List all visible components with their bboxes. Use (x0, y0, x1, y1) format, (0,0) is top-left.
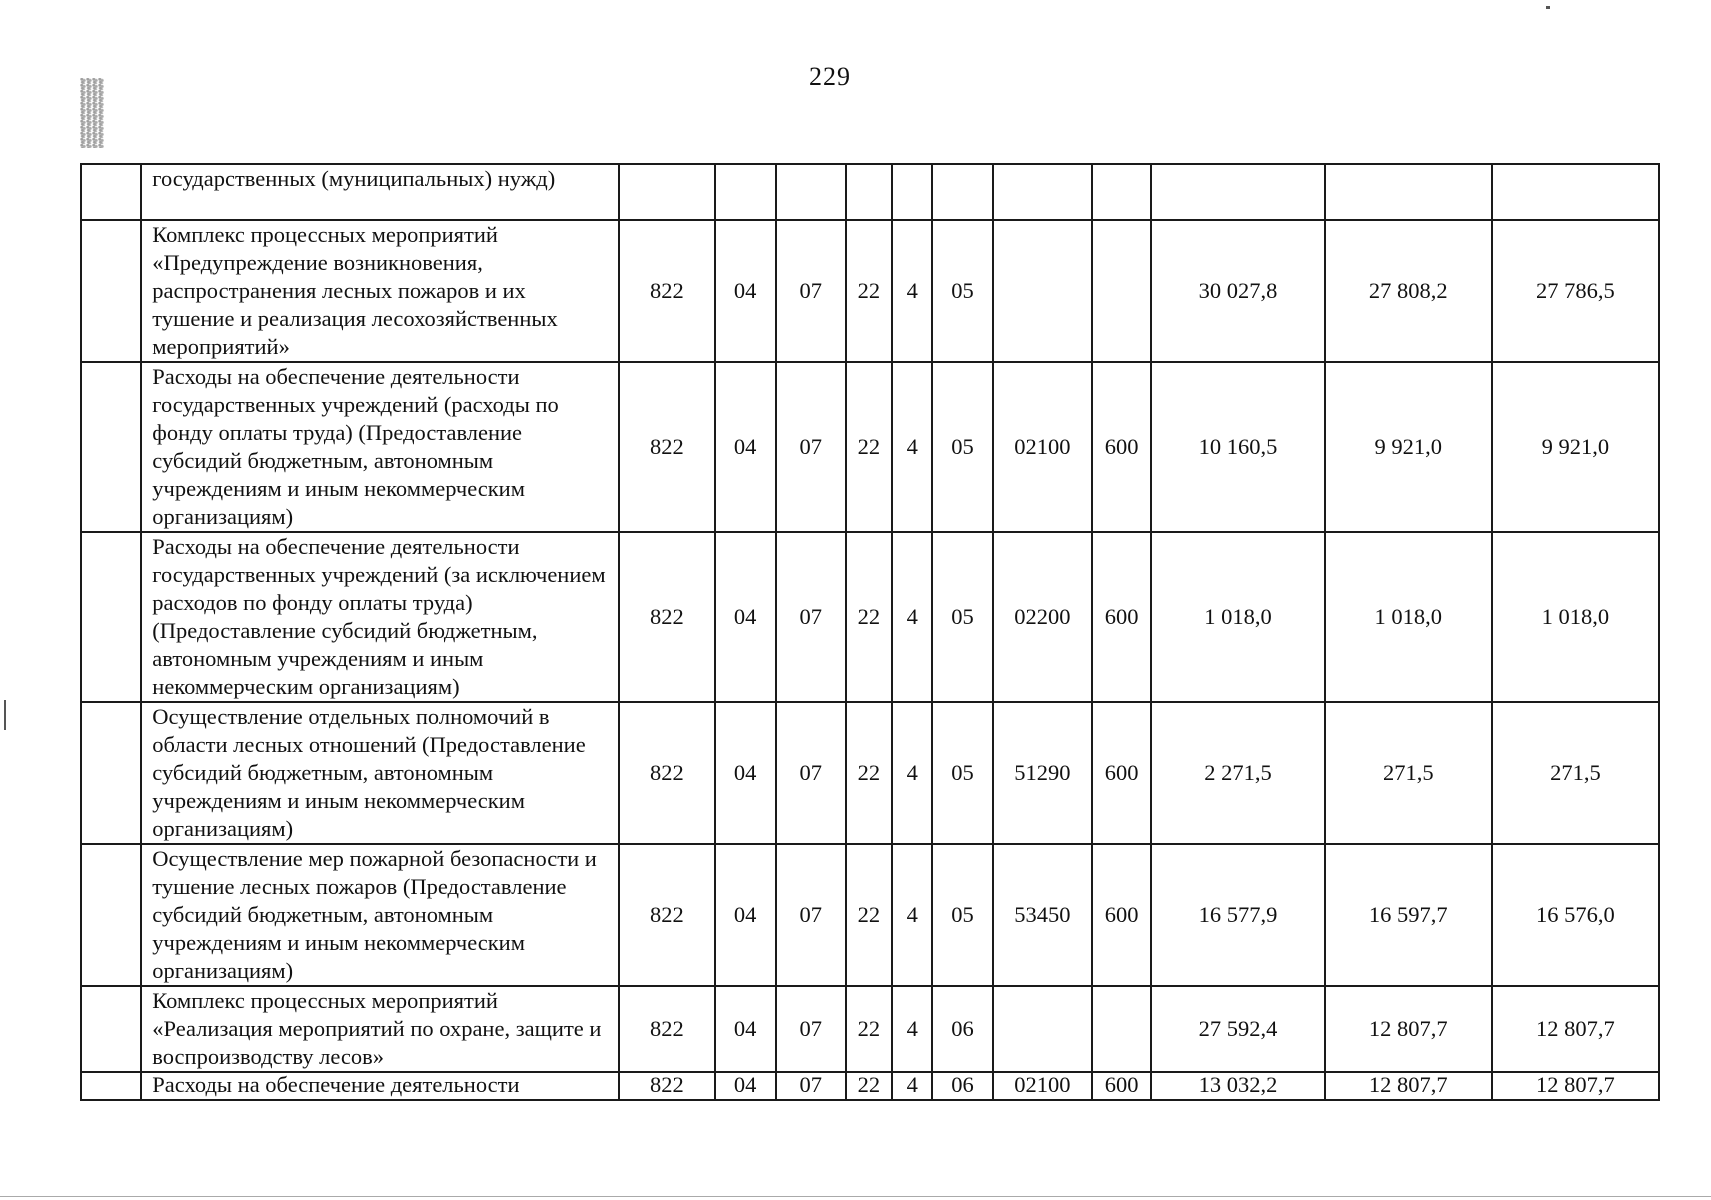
section-code-cell: 04 (715, 844, 776, 986)
amount-year3-cell: 1 018,0 (1492, 532, 1659, 702)
row-number-cell (81, 362, 141, 532)
table-row (81, 702, 1659, 844)
expense-type-code-cell: 600 (1092, 702, 1151, 844)
row-number-cell (81, 702, 141, 844)
amount-year2-cell: 9 921,0 (1325, 362, 1492, 532)
table-row (81, 1072, 1659, 1100)
table-row (81, 220, 1659, 362)
amount-year1-cell: 2 271,5 (1151, 702, 1324, 844)
direction-code-cell: 02100 (993, 1072, 1092, 1100)
direction-code-cell: 02200 (993, 532, 1092, 702)
subsection-code-cell: 07 (776, 220, 846, 362)
direction-code-cell (993, 986, 1092, 1072)
admin-code-cell: 822 (619, 532, 714, 702)
program-type-code-cell: 4 (892, 844, 932, 986)
program-type-code-cell: 4 (892, 1072, 932, 1100)
element-code-cell (932, 164, 992, 220)
direction-code-cell: 51290 (993, 702, 1092, 844)
amount-year1-cell: 13 032,2 (1151, 1072, 1324, 1100)
program-type-code-cell: 4 (892, 532, 932, 702)
amount-year1-cell: 16 577,9 (1151, 844, 1324, 986)
subsection-code-cell (776, 164, 846, 220)
element-code-cell: 05 (932, 532, 992, 702)
subsection-code-cell: 07 (776, 844, 846, 986)
section-code-cell: 04 (715, 986, 776, 1072)
expense-name-cell: Расходы на обеспечение деятельности (141, 1072, 619, 1100)
table-row (81, 532, 1659, 702)
amount-year3-cell: 27 786,5 (1492, 220, 1659, 362)
expense-type-code-cell (1092, 164, 1151, 220)
amount-year1-cell: 10 160,5 (1151, 362, 1324, 532)
admin-code-cell: 822 (619, 220, 714, 362)
amount-year1-cell: 1 018,0 (1151, 532, 1324, 702)
admin-code-cell: 822 (619, 844, 714, 986)
scan-artifact (1546, 6, 1550, 9)
amount-year3-cell: 16 576,0 (1492, 844, 1659, 986)
program-code-cell: 22 (846, 532, 893, 702)
element-code-cell: 05 (932, 362, 992, 532)
expense-name-cell: Осуществление мер пожарной безопасности и тушение лесных пожаров (Предоставление субсидий бюджетным, автономным учреждениям и иным некоммерческим организациям) (141, 844, 619, 986)
expense-name-cell: государственных (муниципальных) нужд) (141, 164, 619, 220)
expense-name-cell: Комплекс процессных мероприятий «Предупреждение возникновения, распространения лесных пожаров и их тушение и реализация лесохозяйственных мероприятий» (141, 220, 619, 362)
section-code-cell: 04 (715, 702, 776, 844)
amount-year3-cell: 9 921,0 (1492, 362, 1659, 532)
program-type-code-cell: 4 (892, 986, 932, 1072)
admin-code-cell: 822 (619, 702, 714, 844)
program-code-cell: 22 (846, 844, 893, 986)
expense-name-cell: Расходы на обеспечение деятельности государственных учреждений (расходы по фонду оплаты труда) (Предоставление субсидий бюджетным, автономным учреждениям и иным некоммерческим организациям) (141, 362, 619, 532)
section-code-cell: 04 (715, 362, 776, 532)
expense-type-code-cell (1092, 986, 1151, 1072)
amount-year3-cell: 271,5 (1492, 702, 1659, 844)
program-code-cell: 22 (846, 986, 893, 1072)
row-number-cell (81, 844, 141, 986)
program-type-code-cell: 4 (892, 220, 932, 362)
page-bottom-edge (0, 1196, 1711, 1197)
table-row (81, 986, 1659, 1072)
amount-year3-cell (1492, 164, 1659, 220)
amount-year2-cell: 12 807,7 (1325, 986, 1492, 1072)
row-number-cell (81, 1072, 141, 1100)
amount-year1-cell: 27 592,4 (1151, 986, 1324, 1072)
subsection-code-cell: 07 (776, 362, 846, 532)
subsection-code-cell: 07 (776, 986, 846, 1072)
table-row (81, 362, 1659, 532)
table-row (81, 164, 1659, 220)
element-code-cell: 05 (932, 702, 992, 844)
expense-type-code-cell: 600 (1092, 844, 1151, 986)
admin-code-cell: 822 (619, 986, 714, 1072)
amount-year3-cell: 12 807,7 (1492, 1072, 1659, 1100)
row-number-cell (81, 164, 141, 220)
row-number-cell (81, 220, 141, 362)
amount-year2-cell: 27 808,2 (1325, 220, 1492, 362)
program-code-cell: 22 (846, 362, 893, 532)
expense-type-code-cell: 600 (1092, 532, 1151, 702)
amount-year2-cell: 1 018,0 (1325, 532, 1492, 702)
element-code-cell: 05 (932, 844, 992, 986)
budget-allocation-table (80, 163, 1660, 1101)
program-code-cell: 22 (846, 1072, 893, 1100)
amount-year2-cell: 12 807,7 (1325, 1072, 1492, 1100)
table-row (81, 844, 1659, 986)
expense-type-code-cell (1092, 220, 1151, 362)
program-type-code-cell (892, 164, 932, 220)
amount-year2-cell: 271,5 (1325, 702, 1492, 844)
expense-type-code-cell: 600 (1092, 1072, 1151, 1100)
direction-code-cell: 53450 (993, 844, 1092, 986)
program-code-cell: 22 (846, 702, 893, 844)
section-code-cell (715, 164, 776, 220)
scan-artifact (4, 700, 6, 730)
program-type-code-cell: 4 (892, 362, 932, 532)
direction-code-cell (993, 220, 1092, 362)
program-code-cell (846, 164, 893, 220)
amount-year3-cell: 12 807,7 (1492, 986, 1659, 1072)
element-code-cell: 06 (932, 986, 992, 1072)
admin-code-cell: 822 (619, 362, 714, 532)
admin-code-cell: 822 (619, 1072, 714, 1100)
section-code-cell: 04 (715, 1072, 776, 1100)
direction-code-cell (993, 164, 1092, 220)
program-code-cell: 22 (846, 220, 893, 362)
section-code-cell: 04 (715, 220, 776, 362)
direction-code-cell: 02100 (993, 362, 1092, 532)
page-number: 229 (809, 62, 851, 91)
amount-year2-cell: 16 597,7 (1325, 844, 1492, 986)
amount-year1-cell: 30 027,8 (1151, 220, 1324, 362)
expense-name-cell: Осуществление отдельных полномочий в области лесных отношений (Предоставление субсидий бюджетным, автономным учреждениям и иным некоммерческим организациям) (141, 702, 619, 844)
expense-name-cell: Комплекс процессных мероприятий «Реализация мероприятий по охране, защите и воспроизводству лесов» (141, 986, 619, 1072)
program-type-code-cell: 4 (892, 702, 932, 844)
amount-year2-cell (1325, 164, 1492, 220)
subsection-code-cell: 07 (776, 1072, 846, 1100)
section-code-cell: 04 (715, 532, 776, 702)
subsection-code-cell: 07 (776, 702, 846, 844)
element-code-cell: 05 (932, 220, 992, 362)
row-number-cell (81, 986, 141, 1072)
expense-name-cell: Расходы на обеспечение деятельности государственных учреждений (за исключением расходов по фонду оплаты труда) (Предоставление субсидий бюджетным, автономным учреждениям и иным некоммерческим организациям) (141, 532, 619, 702)
amount-year1-cell (1151, 164, 1324, 220)
element-code-cell: 06 (932, 1072, 992, 1100)
admin-code-cell (619, 164, 714, 220)
subsection-code-cell: 07 (776, 532, 846, 702)
row-number-cell (81, 532, 141, 702)
expense-type-code-cell: 600 (1092, 362, 1151, 532)
